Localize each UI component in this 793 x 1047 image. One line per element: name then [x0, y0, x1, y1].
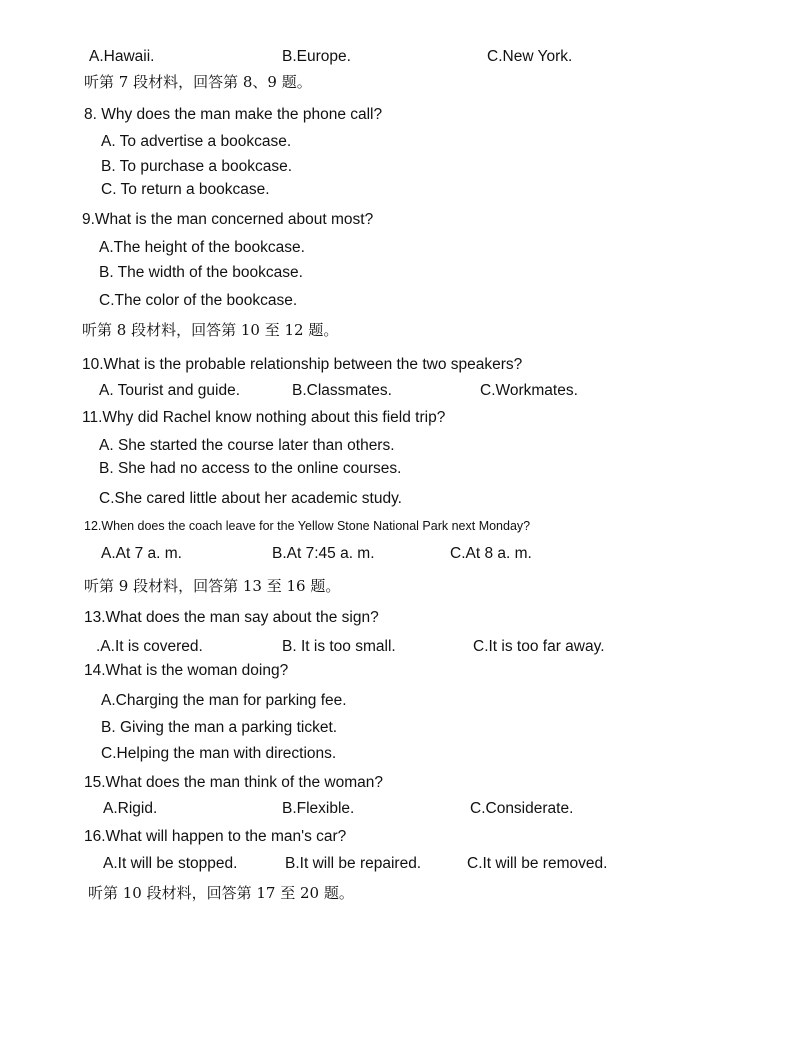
- q15-option-c: C.Considerate.: [470, 800, 574, 817]
- q13-option-a: .A.It is covered.: [96, 638, 203, 655]
- q7-option-a: A.Hawaii.: [89, 48, 155, 65]
- q8-option-b: B. To purchase a bookcase.: [101, 158, 293, 175]
- q16-option-c: C.It will be removed.: [467, 855, 608, 872]
- q9-stem: 9.What is the man concerned about most?: [82, 211, 374, 228]
- q11-option-a: A. She started the course later than others.: [99, 437, 395, 454]
- q10-option-c: C.Workmates.: [480, 382, 578, 399]
- q15-stem: 15.What does the man think of the woman?: [84, 774, 383, 791]
- q14-stem: 14.What is the woman doing?: [84, 662, 289, 679]
- q11-option-b: B. She had no access to the online courses.: [99, 460, 402, 477]
- q9-option-a: A.The height of the bookcase.: [99, 239, 305, 256]
- q15-option-a: A.Rigid.: [103, 800, 158, 817]
- q11-option-c: C.She cared little about her academic study.: [99, 490, 402, 507]
- q13-option-c: C.It is too far away.: [473, 638, 605, 655]
- q11-stem: 11.Why did Rachel know nothing about this field trip?: [82, 409, 446, 426]
- q12-option-c: C.At 8 a. m.: [450, 545, 532, 562]
- q10-option-b: B.Classmates.: [292, 382, 392, 399]
- q7-option-b: B.Europe.: [282, 48, 351, 65]
- q10-option-a: A. Tourist and guide.: [99, 382, 241, 399]
- q7-option-c: C.New York.: [487, 48, 573, 65]
- q14-option-a: A.Charging the man for parking fee.: [101, 692, 347, 709]
- q14-option-c: C.Helping the man with directions.: [101, 745, 337, 762]
- q15-option-b: B.Flexible.: [282, 800, 355, 817]
- q16-option-a: A.It will be stopped.: [103, 855, 238, 872]
- q9-option-b: B. The width of the bookcase.: [99, 264, 303, 281]
- q9-option-c: C.The color of the bookcase.: [99, 292, 298, 309]
- q12-stem: 12.When does the coach leave for the Yellow Stone National Park next Monday?: [84, 519, 531, 533]
- section-10-heading: 听第 10 段材料，回答第 17 至 20 题。: [88, 884, 354, 902]
- q12-option-a: A.At 7 a. m.: [101, 545, 182, 562]
- section-8-heading: 听第 8 段材料，回答第 10 至 12 题。: [82, 321, 339, 339]
- q16-option-b: B.It will be repaired.: [285, 855, 422, 872]
- q12-option-b: B.At 7:45 a. m.: [272, 545, 375, 562]
- q10-stem: 10.What is the probable relationship between the two speakers?: [82, 356, 523, 373]
- q8-option-c: C. To return a bookcase.: [101, 181, 270, 198]
- q16-stem: 16.What will happen to the man's car?: [84, 828, 347, 845]
- section-9-heading: 听第 9 段材料，回答第 13 至 16 题。: [84, 577, 341, 595]
- q14-option-b: B. Giving the man a parking ticket.: [101, 719, 338, 736]
- q8-option-a: A. To advertise a bookcase.: [101, 133, 292, 150]
- q13-option-b: B. It is too small.: [282, 638, 396, 655]
- section-7-heading: 听第 7 段材料，回答第 8、9 题。: [84, 73, 312, 91]
- q13-stem: 13.What does the man say about the sign?: [84, 609, 379, 626]
- q8-stem: 8. Why does the man make the phone call?: [84, 106, 383, 123]
